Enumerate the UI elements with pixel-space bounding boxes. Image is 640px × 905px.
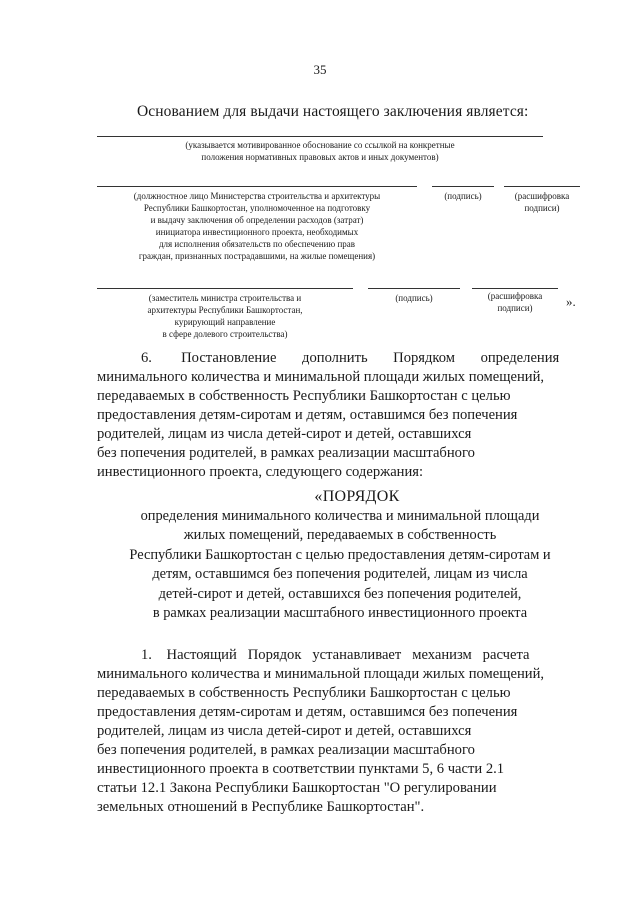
signature-line-1	[432, 186, 494, 187]
basis-heading: Основанием для выдачи настоящего заключения является:	[137, 103, 529, 120]
decoding-line-1	[504, 186, 580, 187]
official-caption-2: (заместитель министра строительства и архитектуры Республики Башкортостан, курирующий направление в сфере долевого строительства)	[147, 293, 303, 339]
signature-caption-2: (подпись)	[395, 293, 433, 303]
decoding-caption-2: (расшифровка подписи)	[487, 291, 543, 313]
signature-caption-1: (подпись)	[444, 191, 482, 201]
decoding-caption-1: (расшифровка подписи)	[514, 191, 570, 213]
basis-hint: (указывается мотивированное обоснование со ссылкой на конкретные положения нормативных правовых актов и иных документов)	[185, 140, 455, 162]
order-title: «ПОРЯДОК определения минимального количества и минимальной площади жилых помещений, передаваемых в собственность Республики Башкортостан с целью предоставления детям-сиротам и детям, оставшимся без попечения родителей, лицам из числа детей-сирот и детей, оставшихся без попечения родителей, в рамках реализации масштабного инвестиционного проекта	[129, 488, 551, 621]
page-number: 35	[313, 62, 327, 77]
official-line-2	[97, 288, 353, 289]
closing-quote: ».	[566, 294, 576, 309]
official-caption-1: (должностное лицо Министерства строительства и архитектуры Республики Башкортостан, уполномоченное на подготовку и выдачу заключения об определении расходов (затрат) инициатора инвестиционного проекта, необходимых для исполнения обязательств по обеспечению прав граждан, признанных пострадавшими, на жилые помещения)	[133, 191, 381, 261]
official-line-1	[97, 186, 417, 187]
decoding-line-2	[472, 288, 558, 289]
paragraph-1: 1. Настоящий Порядок устанавливает механизм расчета минимального количества и минимальной площади жилых помещений, передаваемых в собственность Республики Башкортостан с целью предоставления детям-сиротам и детям, оставшимся без попечения родителей, лицам из числа детей-сирот и детей, оставшихся без попечения родителей, в рамках реализации масштабного инвестиционного проекта в соответствии пунктами 5, 6 части 2.1 статьи 12.1 Закона Республики Башкортостан "О регулировании земельных отношений в Республике Башкортостан".	[97, 647, 545, 815]
paragraph-6: 6. Постановление дополнить Порядком определения минимального количества и минимальной площади жилых помещений, передаваемых в собственность Республики Башкортостан с целью предоставления детям-сиротам и детям, оставшимся без попечения родителей, лицам из числа детей-сирот и детей, оставшихся без попечения родителей, в рамках реализации масштабного инвестиционного проекта, следующего содержания:	[97, 350, 560, 480]
signature-line-2	[368, 288, 460, 289]
basis-underline	[97, 136, 543, 137]
